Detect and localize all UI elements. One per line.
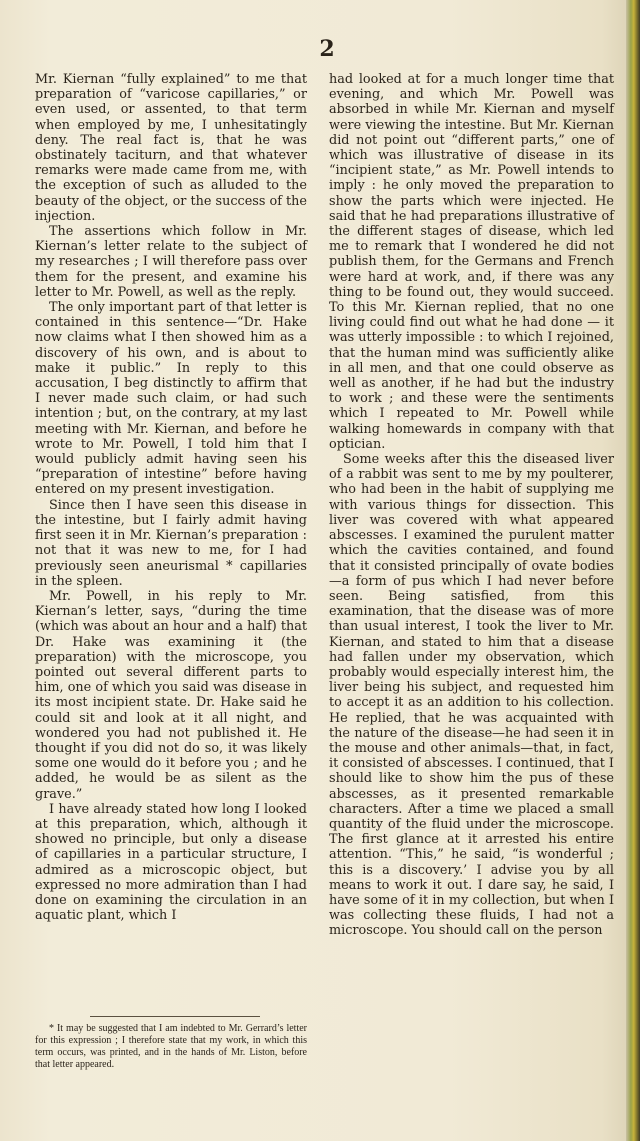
left-column <box>35 72 307 923</box>
paragraph: The only important part of that letter is contained in this sentence—“Dr. Hake now claims what I then showed him as a discovery of his own, and is about to make it public.” In reply to this accusation, I beg distinctly to affirm that I never made such claim, or had such intention ; but, on the contrary, at my last meeting with Mr. Kiernan, and before he wrote to Mr. Powell, I told him that I would publicly admit having seen his “preparation of intestine” before having entered on my present investigation. <box>35 300 307 498</box>
page-edge <box>626 0 640 1141</box>
paragraph: The assertions which follow in Mr. Kiernan’s letter relate to the subject of my researches ; I will therefore pass over them for the present, and examine his letter to Mr. Powell, as well as the reply. <box>35 224 307 300</box>
page-number: 2 <box>319 36 335 62</box>
footnote-divider <box>90 1016 260 1017</box>
paragraph: I have already stated how long I looked at this preparation, which, although it showed no principle, but only a disease of capillaries in a particular structure, I admired as a microscopic object, but expressed no more admiration than I had done on examining the circulation in an aquatic plant, which I <box>35 801 307 924</box>
paragraph: Mr. Powell, in his reply to Mr. Kiernan’s letter, says, “during the time (which was about an hour and a half) that Dr. Hake was examining it (the preparation) with the microscope, you pointed out several different parts to him, one of which you said was disease in its most incipient state. Dr. Hake said he could sit and look at it all night, and wondered you had not published it. He thought if you did not do so, it was likely some one would do it before you ; and he added, he would be as silent as the grave.” <box>35 588 308 802</box>
footnote: * It may be suggested that I am indebted to Mr. Gerrard’s letter for this expression ; I therefore state that my work, in which this term occurs, was printed, and in the hands of Mr. Liston, before that letter appeared. <box>35 1023 307 1070</box>
paragraph: had looked at for a much longer time that evening, and which Mr. Powell was absorbed in while Mr. Kiernan and myself were viewing the intestine. But Mr. Kiernan did not point out “different parts,” one of which was illustrative of disease in its “incipient state,” as Mr. Powell intends to imply : he only moved the preparation to show the parts which were injected. He said that he had preparations illustrative of the different stages of disease, which led me to remark that I wondered he did not publish them, for the Germans and French were hard at work, and, if there was any thing to be found out, they would succeed. To this Mr. Kiernan replied, that no one living could find out what he had done — it was utterly impossible : to which I rejoined, that the human mind was sufficiently alike in all men, and that one could observe as well as another, if he had but the industry to work ; and these were the sentiments which I repeated to Mr. Powell while walking homewards in company with that optician. <box>329 72 614 452</box>
paragraph: Since then I have seen this disease in the intestine, but I fairly admit having first seen it in Mr. Kiernan’s preparation : not that it was new to me, for I had previously seen aneurismal * capillaries in the spleen. <box>35 497 307 589</box>
right-column <box>329 72 614 939</box>
paragraph: Mr. Kiernan “fully explained” to me that preparation of “varicose capillaries,” or even used, or assented, to that term when employed by me, I unhesitatingly deny. The real fact is, that he was obstinately taciturn, and that whatever remarks were made came from me, with the exception of such as alluded to the beauty of the object, or the success of the injection. <box>35 72 307 224</box>
paragraph: Some weeks after this the diseased liver of a rabbit was sent to me by my poulterer, who had been in the habit of supplying me with various things for dissection. This liver was covered with what appeared abscesses. I examined the purulent matter which the cavities contained, and found that it consisted principally of ovate bodies—a form of pus which I had never before seen. Being satisfied, from this examination, that the disease was of more than usual interest, I took the liver to Mr. Kiernan, and stated to him that a disease had fallen under my observation, which probably would especially interest him, the liver being his subject, and requested him to accept it as an addition to his collection. He replied, that he was acquainted with the nature of the disease—he had seen it in the mouse and other animals—that, in fact, it consisted of abscesses. I continued, that I should like to show him the pus of these abscesses, as it presented remarkable characters. After a time we placed a small quantity of the fluid under the microscope. The first glance at it arrested his entire attention. “This,” he said, “is wonderful ; this is a discovery.’ I advise you by all means to work it out. I dare say, he said, I have some of it in my collection, but when I was collecting these fluids, I had not a microscope. You should call on the person <box>329 452 614 939</box>
